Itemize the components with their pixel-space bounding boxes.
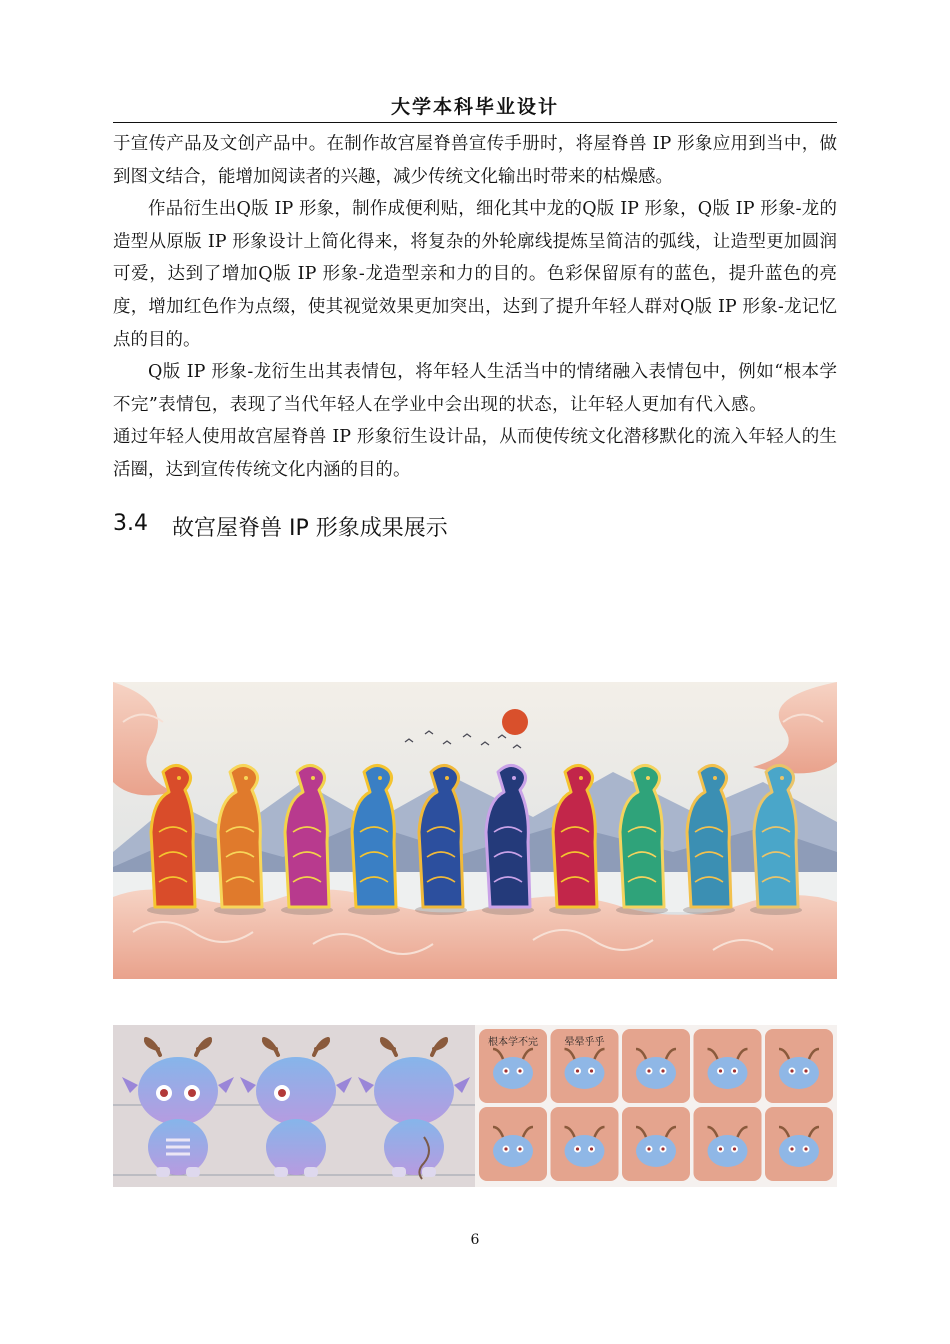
sticker-dizzy-icon (551, 1029, 619, 1103)
sticker-party-icon (622, 1029, 690, 1103)
ridge-beasts-illustration (113, 682, 837, 979)
sticker-caption: 晕晕乎乎 (564, 1037, 605, 1048)
paragraph-emoji-part-b: 通过年轻人使用故宫屋脊兽 IP 形象衍生设计品，从而使传统文化潜移默化的流入年轻人的生活圈，达到宣传传统文化内涵的目的。 (113, 427, 837, 480)
paragraph-q-version: 作品衍生出Q版 IP 形象，制作成便利贴，细化其中龙的Q版 IP 形象，Q版 IP 形象-龙的造型从原版 IP 形象设计上简化得来，将复杂的外轮廓线提炼呈简洁的弧线，让造型更加圆润可爱，达到了增加Q版 IP 形象-龙造型亲和力的目的。色彩保留原有的蓝色，提升蓝色的亮度，增加红色作为点缀，使其视觉效果更加突出，达到了提升年轻人群对Q版 IP 形象-龙记忆点的目的。 (113, 199, 837, 350)
sticker-phone-icon (694, 1107, 762, 1181)
sticker-studying-icon (479, 1029, 547, 1103)
header-rule (113, 122, 837, 123)
page-number: 6 (470, 1232, 480, 1248)
turnaround-views (122, 1039, 470, 1179)
sun-icon (502, 709, 528, 735)
paragraph-emoji-part-a: Q版 IP 形象-龙衍生出其表情包，将年轻人生活当中的情绪融入表情包中，例如“根本学不完”表情包，表现了当代年轻人在学业中会出现的状态，让年轻人更加有代入感。 (113, 362, 837, 415)
section-title: 故宫屋脊兽 IP 形象成果展示 (172, 516, 448, 541)
sticker-sparkle-icon (694, 1029, 762, 1103)
paragraph-emoji (113, 356, 837, 486)
sticker-thinking-icon (479, 1107, 547, 1181)
q-dragon-illustration (113, 1025, 837, 1187)
figure-q-dragon-designs (113, 1025, 837, 1187)
section-number: 3.4 (113, 511, 148, 536)
sticker-thumbs-up-icon (765, 1029, 833, 1103)
section-heading (113, 511, 448, 542)
running-header-title: 大学本科毕业设计 (390, 96, 559, 118)
body-text (113, 128, 837, 487)
paragraph-continuation: 于宣传产品及文创产品中。在制作故宫屋脊兽宣传手册时，将屋脊兽 IP 形象应用到当中，做到图文结合，能增加阅读者的兴趣，减少传统文化输出时带来的枯燥感。 (113, 134, 837, 187)
sticker-sleeping-icon (622, 1107, 690, 1181)
sticker-cute-icon (551, 1107, 619, 1181)
figure-ridge-beasts-lineup (113, 682, 837, 979)
sticker-caption: 根本学不完 (488, 1037, 538, 1048)
sticker-back-icon (765, 1107, 833, 1181)
